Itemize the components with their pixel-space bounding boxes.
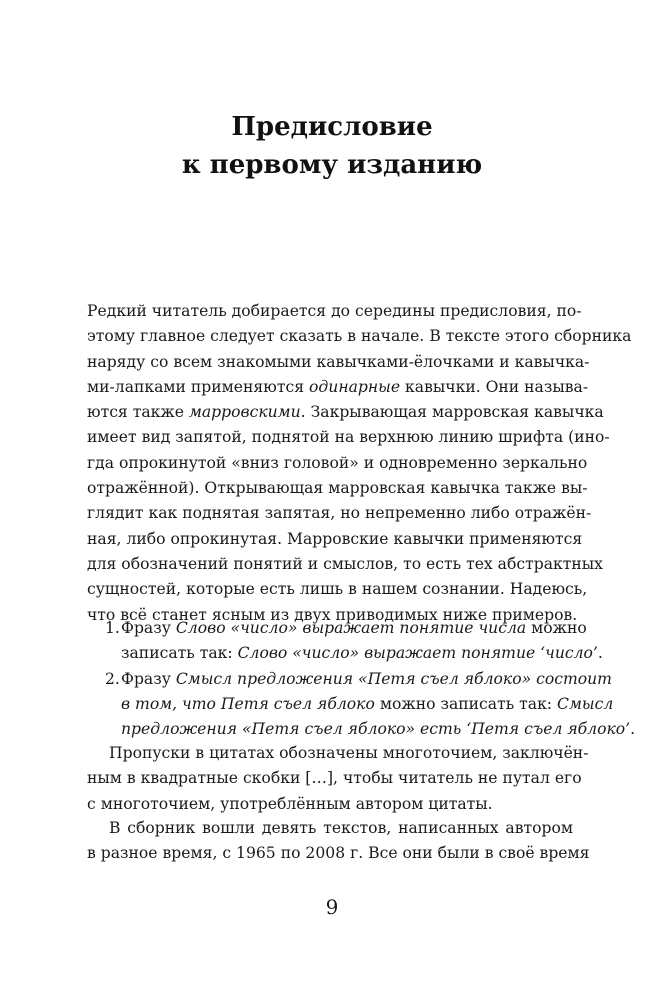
italic-example: Слово «число» выражает понятие ‘число’ (237, 644, 598, 663)
chapter-title (0, 108, 664, 184)
text-line: с многоточием, употреблённым автором цитаты. (87, 794, 493, 813)
italic-example: Смысл предложения «Петя съел яблоко» состоит (175, 669, 612, 688)
paragraph-collection (87, 816, 590, 867)
text-fragment: ются также (87, 403, 189, 422)
text-fragment: . (597, 644, 603, 663)
chapter-title-line-1: Предисловие (231, 112, 433, 142)
text-line (121, 616, 587, 641)
text-fragment: кавычки. Они называ- (400, 377, 589, 396)
examples-list (87, 616, 636, 742)
text-line (87, 375, 589, 400)
text-line: этому главное следует сказать в начале. В тексте этого сборника (87, 327, 632, 346)
text-line: Пропуски в цитатах обозначены многоточием, заключён- (109, 744, 589, 762)
page-number: 9 (325, 895, 339, 919)
list-item (87, 616, 603, 667)
text-fragment: Фразу (121, 669, 176, 688)
text-line: отражённой). Открывающая марровская кавычка также вы- (87, 479, 588, 498)
italic-example: в том, что Петя съел яблоко (121, 694, 375, 713)
text-line: для обозначений понятий и смыслов, то есть тех абстрактных (87, 554, 603, 573)
text-fragment: ми-лапками применяются (87, 377, 309, 396)
list-item (87, 667, 636, 743)
text-line: в разное время, с 1965 по 2008 г. Все они были в своё время (87, 844, 590, 863)
text-line: В сборник вошли девять текстов, написанных автором (109, 819, 573, 837)
italic-example: Смысл (557, 694, 614, 713)
text-line (121, 667, 612, 692)
paragraph-ellipsis (87, 741, 589, 817)
text-fragment: можно записать так: (374, 694, 558, 713)
text-line (121, 717, 636, 742)
text-line: имеет вид запятой, поднятой на верхнюю линию шрифта (ино- (87, 428, 610, 447)
text-fragment: . Закрывающая марровская кавычка (300, 403, 604, 422)
list-number: 1. (105, 619, 120, 637)
chapter-title-line-2: к первому изданию (181, 150, 483, 180)
italic-example: предложения «Петя съел яблоко» есть ‘Петя съел яблоко’ (121, 720, 631, 739)
text-line: гда опрокинутой «вниз головой» и одновременно зеркально (87, 453, 588, 472)
italic-term: одинарные (309, 377, 401, 396)
text-fragment: . (630, 720, 636, 739)
text-line: сущностей, которые есть лишь в нашем сознании. Надеюсь, (87, 580, 588, 599)
text-line (121, 692, 614, 717)
text-line (87, 400, 604, 425)
italic-term: марровскими (188, 403, 301, 422)
list-number: 2. (105, 669, 120, 688)
text-line: глядит как поднятая запятая, но непременно либо отражён- (87, 504, 592, 523)
text-line: Редкий читатель добирается до середины предисловия, по- (87, 302, 582, 320)
text-line: ным в квадратные скобки […], чтобы читатель не путал его (87, 769, 582, 788)
text-line: наряду со всем знакомыми кавычками-ёлочками и кавычка- (87, 352, 590, 371)
text-line (121, 641, 603, 666)
text-fragment: записать так: (121, 644, 238, 663)
text-line: что всё станет ясным из двух приводимых ниже примеров. (87, 605, 578, 624)
text-fragment: можно (526, 619, 587, 637)
text-fragment: Фразу (121, 619, 176, 637)
italic-example: Слово «число» выражает понятие числа (175, 619, 527, 637)
text-line: ная, либо опрокинутая. Марровские кавычки применяются (87, 529, 583, 548)
